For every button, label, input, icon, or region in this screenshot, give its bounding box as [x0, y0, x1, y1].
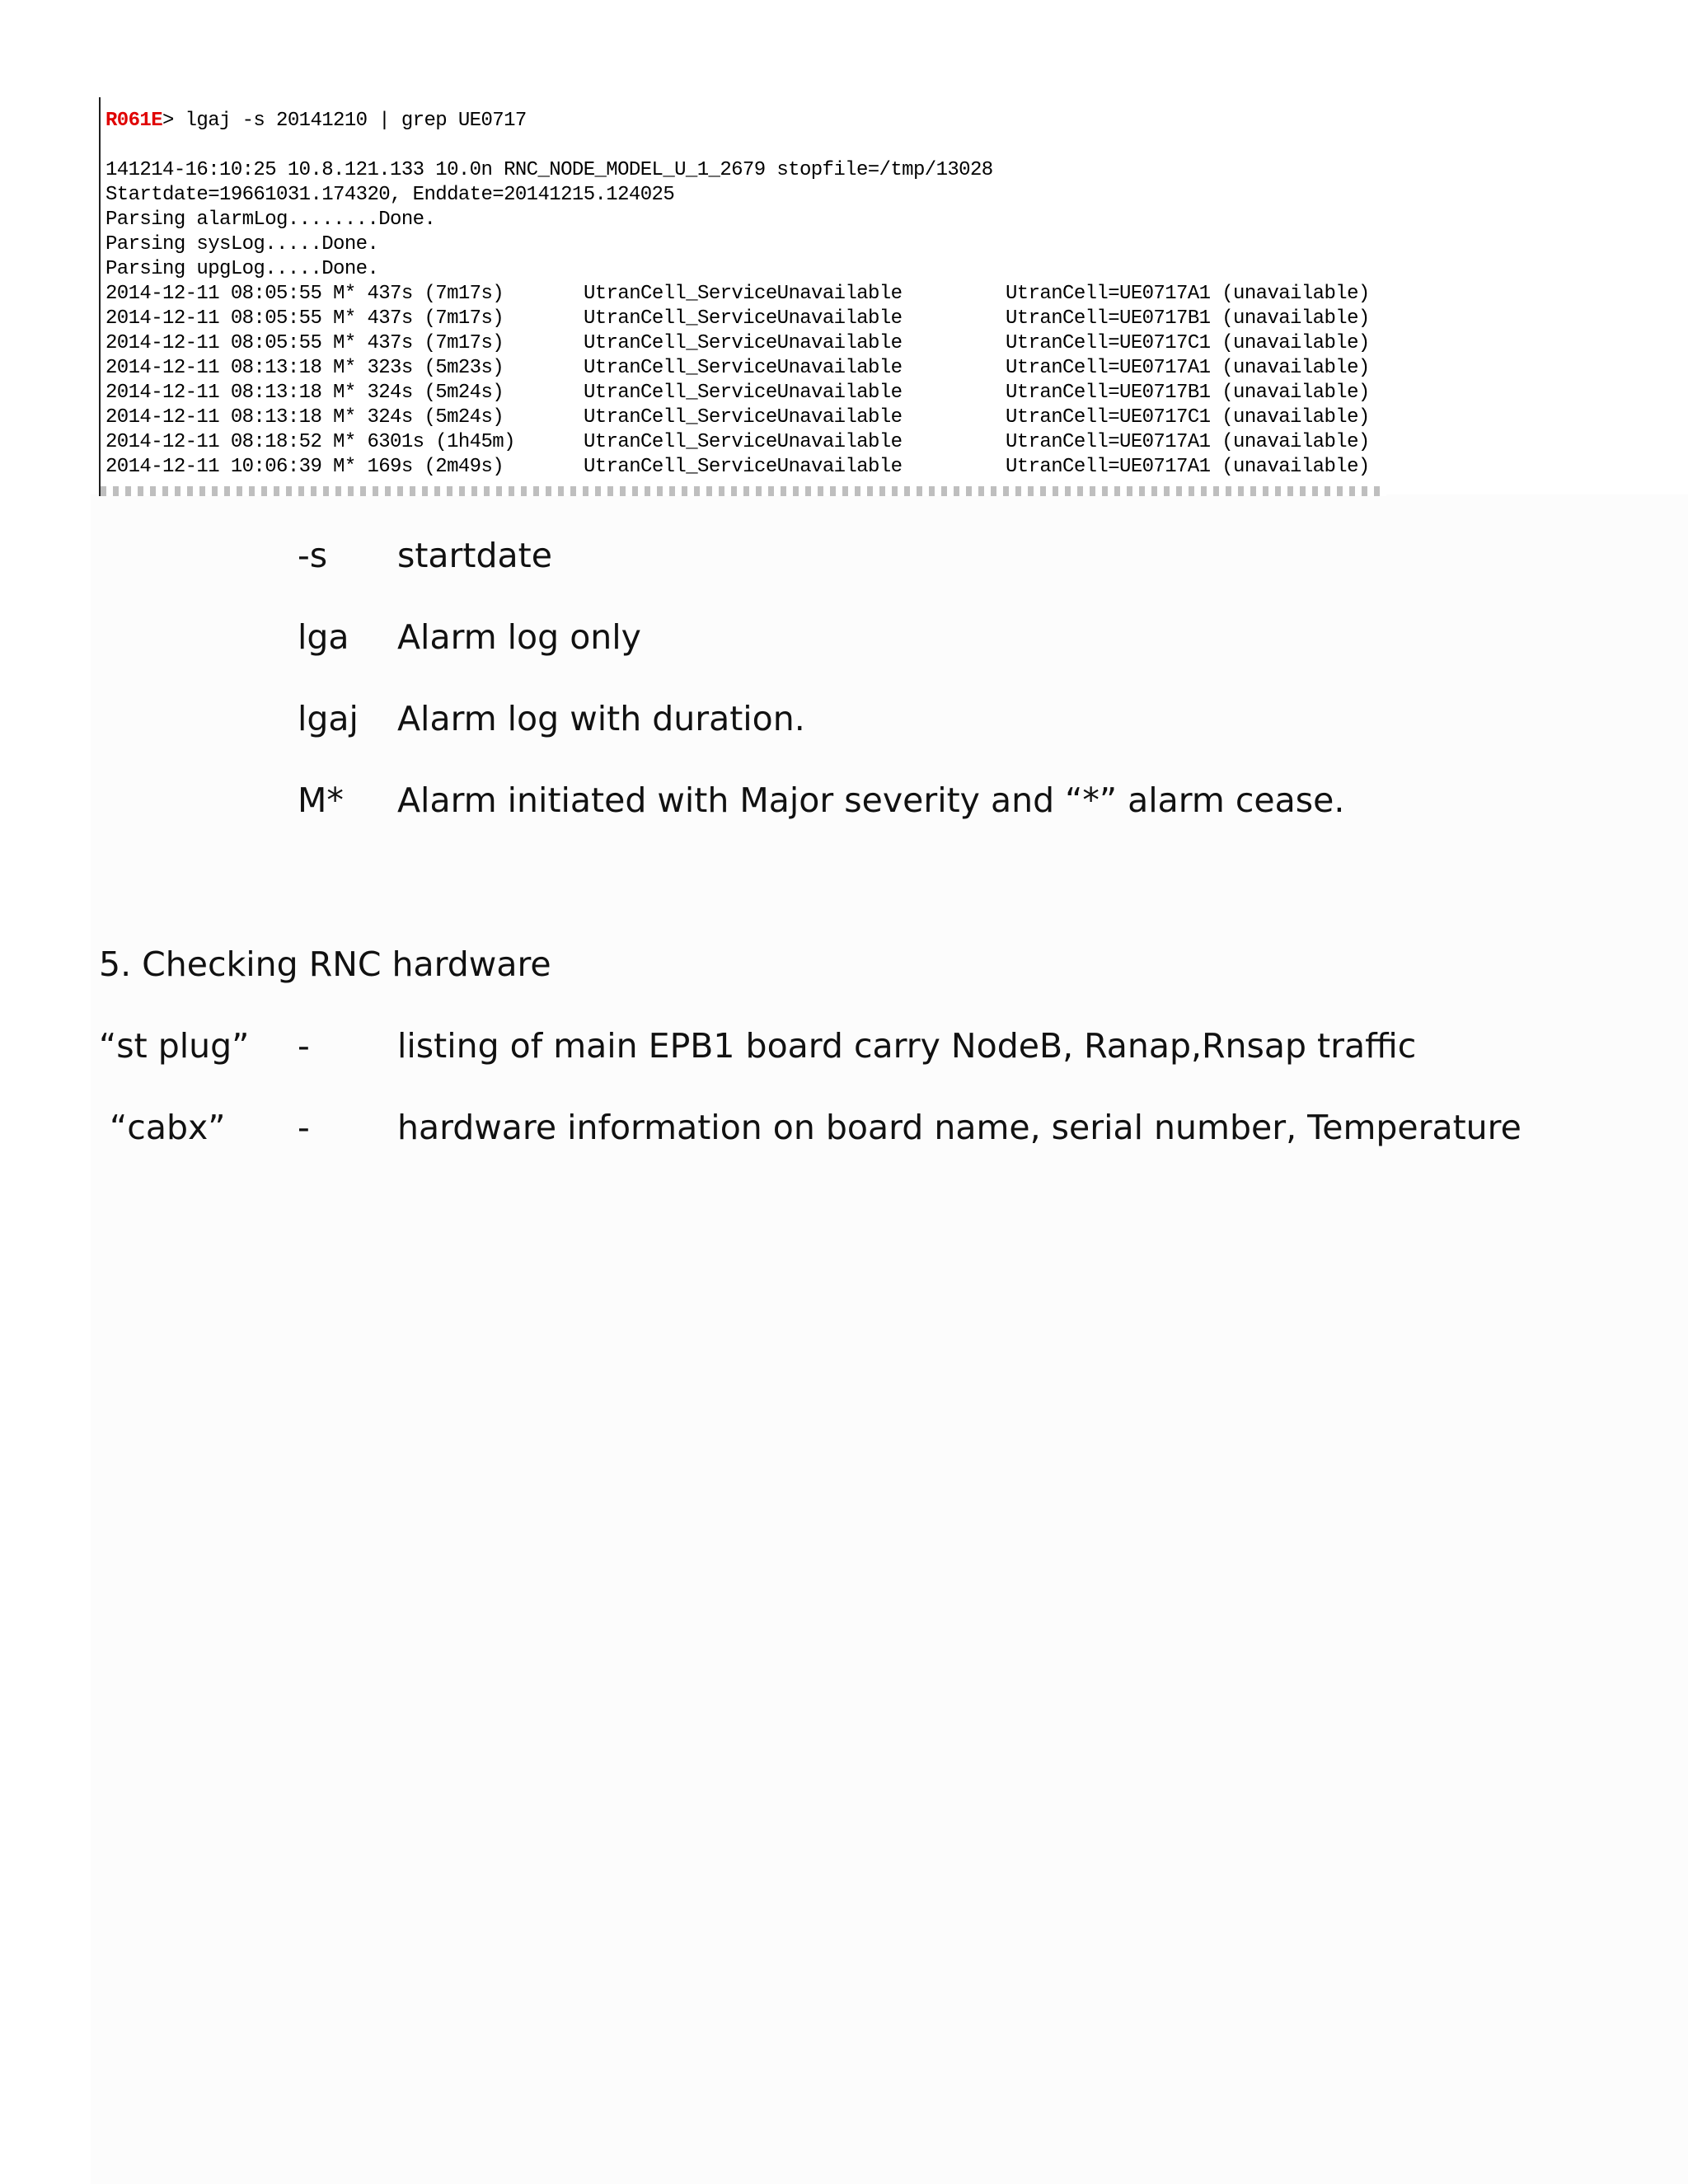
- section-heading: 5. Checking RNC hardware: [99, 944, 551, 984]
- header-line: Parsing alarmLog........Done.: [106, 209, 436, 231]
- log-row: [106, 381, 1370, 405]
- legend-key: lgaj: [298, 699, 359, 738]
- log-cell: UtranCell=UE0717A1 (unavailable): [1006, 283, 1370, 305]
- log-row: [106, 282, 1370, 307]
- log-cell: UtranCell=UE0717B1 (unavailable): [1006, 307, 1370, 330]
- log-cell: UtranCell=UE0717A1 (unavailable): [1006, 357, 1370, 379]
- log-row: [106, 331, 1370, 356]
- cropped-row-fragment: [101, 486, 1386, 496]
- header-line: Parsing sysLog.....Done.: [106, 233, 379, 255]
- log-row: [106, 455, 1370, 480]
- log-time: 2014-12-11 08:05:55 M* 437s (7m17s): [106, 307, 504, 330]
- log-alarm: UtranCell_ServiceUnavailable: [584, 431, 903, 453]
- terminal-screenshot: [99, 97, 1386, 496]
- hardware-desc: listing of main EPB1 board carry NodeB, Ranap,Rnsap traffic: [397, 1026, 1417, 1066]
- log-alarm: UtranCell_ServiceUnavailable: [584, 382, 903, 404]
- legend-key: lga: [298, 617, 349, 657]
- log-time: 2014-12-11 08:13:18 M* 323s (5m23s): [106, 357, 504, 379]
- log-row: [106, 405, 1370, 430]
- legend-desc: Alarm initiated with Major severity and “*” alarm cease.: [397, 780, 1345, 820]
- legend-desc: startdate: [397, 536, 552, 575]
- hardware-command: “st plug”: [99, 1026, 250, 1066]
- log-alarm: UtranCell_ServiceUnavailable: [584, 283, 903, 305]
- terminal-prompt: R061E: [106, 110, 163, 132]
- page-background: [91, 494, 1688, 2184]
- log-time: 2014-12-11 08:18:52 M* 6301s (1h45m): [106, 431, 515, 453]
- log-alarm: UtranCell_ServiceUnavailable: [584, 332, 903, 354]
- log-alarm: UtranCell_ServiceUnavailable: [584, 307, 903, 330]
- log-cell: UtranCell=UE0717A1 (unavailable): [1006, 431, 1370, 453]
- legend-key: M*: [298, 780, 344, 820]
- log-cell: UtranCell=UE0717A1 (unavailable): [1006, 456, 1370, 478]
- command-line: [106, 109, 527, 134]
- log-row: [106, 307, 1370, 331]
- log-alarm: UtranCell_ServiceUnavailable: [584, 456, 903, 478]
- hardware-command: “cabx”: [99, 1108, 226, 1147]
- header-line: Parsing upgLog.....Done.: [106, 258, 379, 280]
- log-time: 2014-12-11 08:13:18 M* 324s (5m24s): [106, 382, 504, 404]
- log-alarm: UtranCell_ServiceUnavailable: [584, 406, 903, 429]
- legend-desc: Alarm log only: [397, 617, 641, 657]
- header-line: Startdate=19661031.174320, Enddate=20141215.124025: [106, 184, 675, 206]
- legend-desc: Alarm log with duration.: [397, 699, 805, 738]
- log-row: [106, 356, 1370, 381]
- log-cell: UtranCell=UE0717C1 (unavailable): [1006, 406, 1370, 429]
- log-time: 2014-12-11 10:06:39 M* 169s (2m49s): [106, 456, 504, 478]
- hardware-dash: -: [298, 1108, 310, 1147]
- hardware-desc: hardware information on board name, serial number, Temperature: [397, 1108, 1522, 1147]
- legend-key: -s: [298, 536, 328, 575]
- log-time: 2014-12-11 08:13:18 M* 324s (5m24s): [106, 406, 504, 429]
- log-alarm: UtranCell_ServiceUnavailable: [584, 357, 903, 379]
- log-time: 2014-12-11 08:05:55 M* 437s (7m17s): [106, 332, 504, 354]
- log-cell: UtranCell=UE0717B1 (unavailable): [1006, 382, 1370, 404]
- terminal-command: > lgaj -s 20141210 | grep UE0717: [162, 110, 527, 132]
- header-line: 141214-16:10:25 10.8.121.133 10.0n RNC_NODE_MODEL_U_1_2679 stopfile=/tmp/13028: [106, 159, 993, 181]
- log-cell: UtranCell=UE0717C1 (unavailable): [1006, 332, 1370, 354]
- log-time: 2014-12-11 08:05:55 M* 437s (7m17s): [106, 283, 504, 305]
- hardware-dash: -: [298, 1026, 310, 1066]
- log-row: [106, 430, 1370, 455]
